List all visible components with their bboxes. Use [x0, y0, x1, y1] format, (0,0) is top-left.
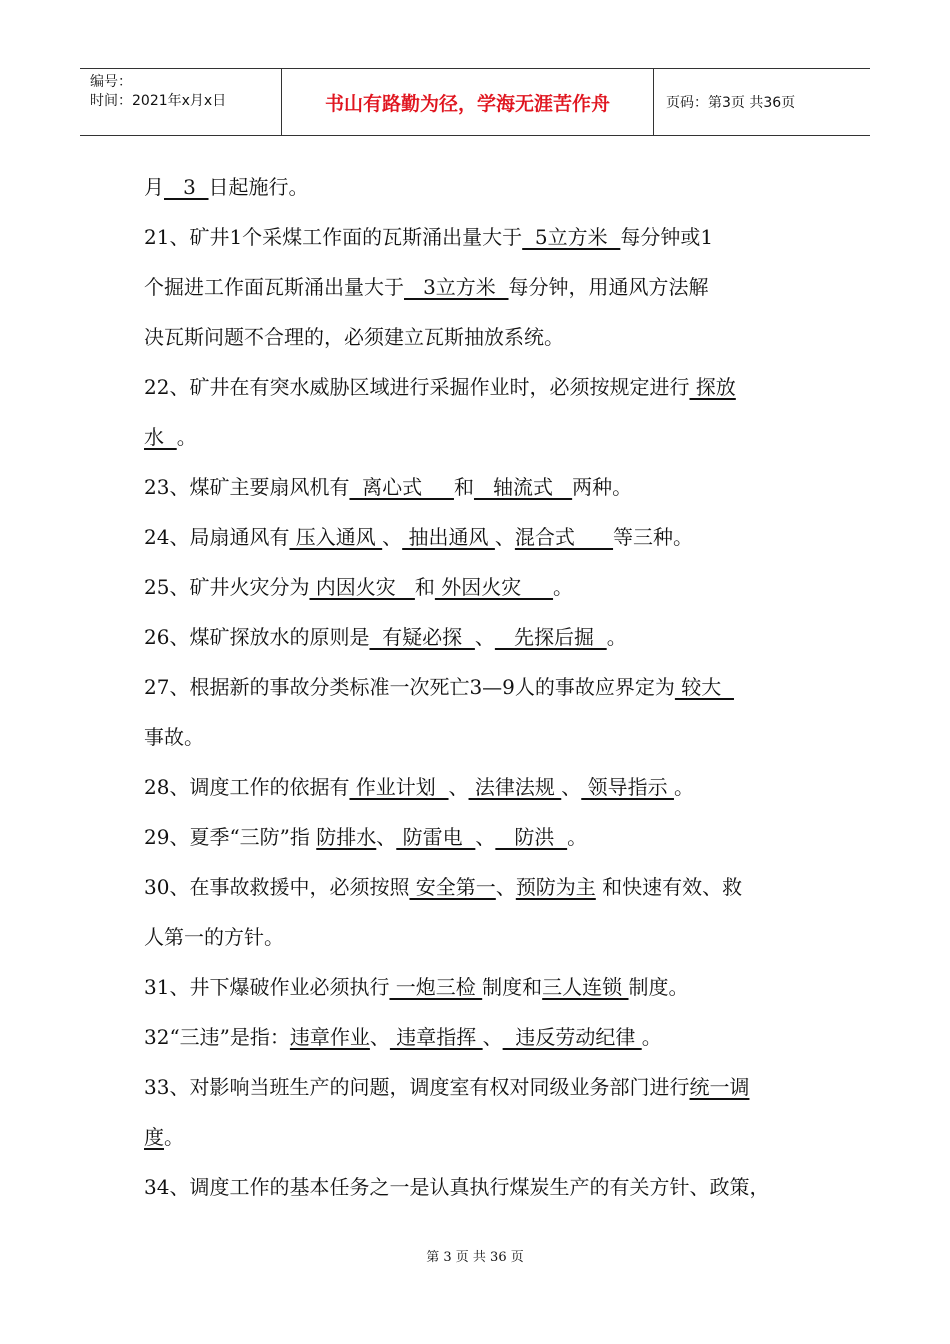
header-page-info: 页码：第3页 共36页: [666, 95, 796, 111]
text-line: [144, 912, 824, 962]
filled-answer: 三人连锁: [542, 975, 629, 999]
question-text: 、: [561, 775, 582, 799]
filled-answer: 安全第一: [409, 875, 496, 899]
question-text: 33、对影响当班生产的问题，调度室有权对同级业务部门进行: [144, 1075, 690, 1099]
question-text: 每分钟或1: [620, 225, 714, 249]
filled-answer: 混合式: [514, 525, 614, 549]
question-text: 、: [495, 875, 516, 899]
filled-answer: 探放: [689, 375, 736, 399]
question-text: 27、根据新的事故分类标准一次死亡3—9人的事故应界定为: [144, 675, 675, 699]
question-text: 月: [144, 175, 164, 199]
question-text: 、: [482, 1025, 503, 1049]
filled-answer: 压入通风: [289, 525, 383, 549]
question-text: 26、煤矿探放水的原则是: [144, 625, 370, 649]
question-text: 和: [453, 475, 474, 499]
filled-answer: 统一调: [689, 1075, 750, 1099]
page-header: [80, 68, 870, 136]
question-text: 28、调度工作的依据有: [144, 775, 350, 799]
question-text: 30、在事故救援中，必须按照: [144, 875, 410, 899]
filled-answer: 3立方米: [404, 275, 509, 299]
question-text: 日起施行。: [208, 175, 309, 199]
filled-answer: 预防为主: [515, 875, 596, 899]
question-text: 。: [641, 1025, 662, 1049]
filled-answer: 防雷电: [396, 825, 476, 849]
question-text: 24、局扇通风有: [144, 525, 290, 549]
question-text: 。: [673, 775, 694, 799]
question-text: 。: [164, 1125, 184, 1149]
text-line: [144, 812, 824, 862]
text-line: [144, 262, 824, 312]
document-body: [144, 162, 824, 1212]
question-text: 、: [369, 1025, 390, 1049]
text-line: [144, 1062, 824, 1112]
question-text: 、: [494, 525, 515, 549]
filled-answer: 违章指挥: [389, 1025, 483, 1049]
question-text: 。: [553, 575, 574, 599]
filled-answer: 内因火灾: [309, 575, 415, 599]
filled-answer: 防洪: [495, 825, 568, 849]
text-line: [144, 962, 824, 1012]
filled-answer: 轴流式: [473, 475, 573, 499]
document-number-label: 编号：: [90, 74, 132, 90]
question-text: 29、夏季“三防”指: [144, 825, 317, 849]
filled-answer: 作业计划: [349, 775, 449, 799]
text-line: [144, 412, 824, 462]
filled-answer: 违章作业: [289, 1025, 370, 1049]
question-text: 制度。: [628, 975, 689, 999]
question-text: 和: [414, 575, 435, 599]
filled-answer: 法律法规: [468, 775, 562, 799]
text-line: [144, 512, 824, 562]
text-line: [144, 862, 824, 912]
text-line: [144, 712, 824, 762]
question-text: 22、矿井在有突水威胁区域进行采掘作业时，必须按规定进行: [144, 375, 690, 399]
filled-answer: 防排水: [316, 825, 377, 849]
question-text: 31、井下爆破作业必须执行: [144, 975, 390, 999]
filled-answer: 先探后掘: [494, 625, 607, 649]
filled-answer: 较大: [674, 675, 734, 699]
question-text: 。: [606, 625, 627, 649]
question-text: 32“三违”是指：: [144, 1025, 290, 1049]
question-text: 23、煤矿主要扇风机有: [144, 475, 350, 499]
question-text: 个掘进工作面瓦斯涌出量大于: [144, 275, 404, 299]
filled-answer: 外因火灾: [434, 575, 554, 599]
question-text: 、: [448, 775, 469, 799]
text-line: [144, 212, 824, 262]
text-line: [144, 362, 824, 412]
filled-answer: 领导指示: [581, 775, 674, 799]
question-text: 。: [567, 825, 588, 849]
question-text: 人第一的方针。: [144, 925, 284, 949]
text-line: [144, 1012, 824, 1062]
filled-answer: 一炮三检: [389, 975, 483, 999]
question-text: 、: [382, 525, 403, 549]
question-text: 事故。: [144, 725, 204, 749]
question-text: 34、调度工作的基本任务之一是认真执行煤炭生产的有关方针、政策，: [144, 1175, 770, 1199]
page-footer: 第 3 页 共 36 页: [426, 1250, 524, 1265]
question-text: 25、矿井火灾分为: [144, 575, 310, 599]
question-text: 。: [176, 425, 197, 449]
question-text: 每分钟，用通风方法解: [508, 275, 709, 299]
question-text: 、: [475, 825, 496, 849]
filled-answer: 5立方米: [522, 225, 621, 249]
filled-answer: 3: [164, 175, 209, 199]
filled-answer: 水: [144, 425, 177, 449]
question-text: 、: [474, 625, 495, 649]
text-line: [144, 762, 824, 812]
question-text: 等三种。: [613, 525, 694, 549]
text-line: [144, 312, 824, 362]
text-line: [144, 162, 824, 212]
text-line: [144, 562, 824, 612]
text-line: [144, 1112, 824, 1162]
text-line: [144, 462, 824, 512]
question-text: 、: [376, 825, 397, 849]
text-line: [144, 662, 824, 712]
question-text: 两种。: [572, 475, 633, 499]
text-line: [144, 612, 824, 662]
text-line: [144, 1162, 824, 1212]
filled-answer: 有疑必探: [369, 625, 475, 649]
document-date: 时间：2021年x月x日: [90, 93, 227, 109]
question-text: 和快速有效、救: [595, 875, 743, 899]
filled-answer: 度: [144, 1125, 164, 1149]
filled-answer: 离心式: [349, 475, 454, 499]
filled-answer: 违反劳动纪律: [502, 1025, 642, 1049]
header-motto: 书山有路勤为径，学海无涯苦作舟: [282, 69, 654, 135]
question-text: 决瓦斯问题不合理的，必须建立瓦斯抽放系统。: [144, 325, 564, 349]
filled-answer: 抽出通风: [402, 525, 495, 549]
question-text: 21、矿井1个采煤工作面的瓦斯涌出量大于: [144, 225, 523, 249]
header-meta: [80, 69, 282, 135]
question-text: 制度和: [482, 975, 543, 999]
